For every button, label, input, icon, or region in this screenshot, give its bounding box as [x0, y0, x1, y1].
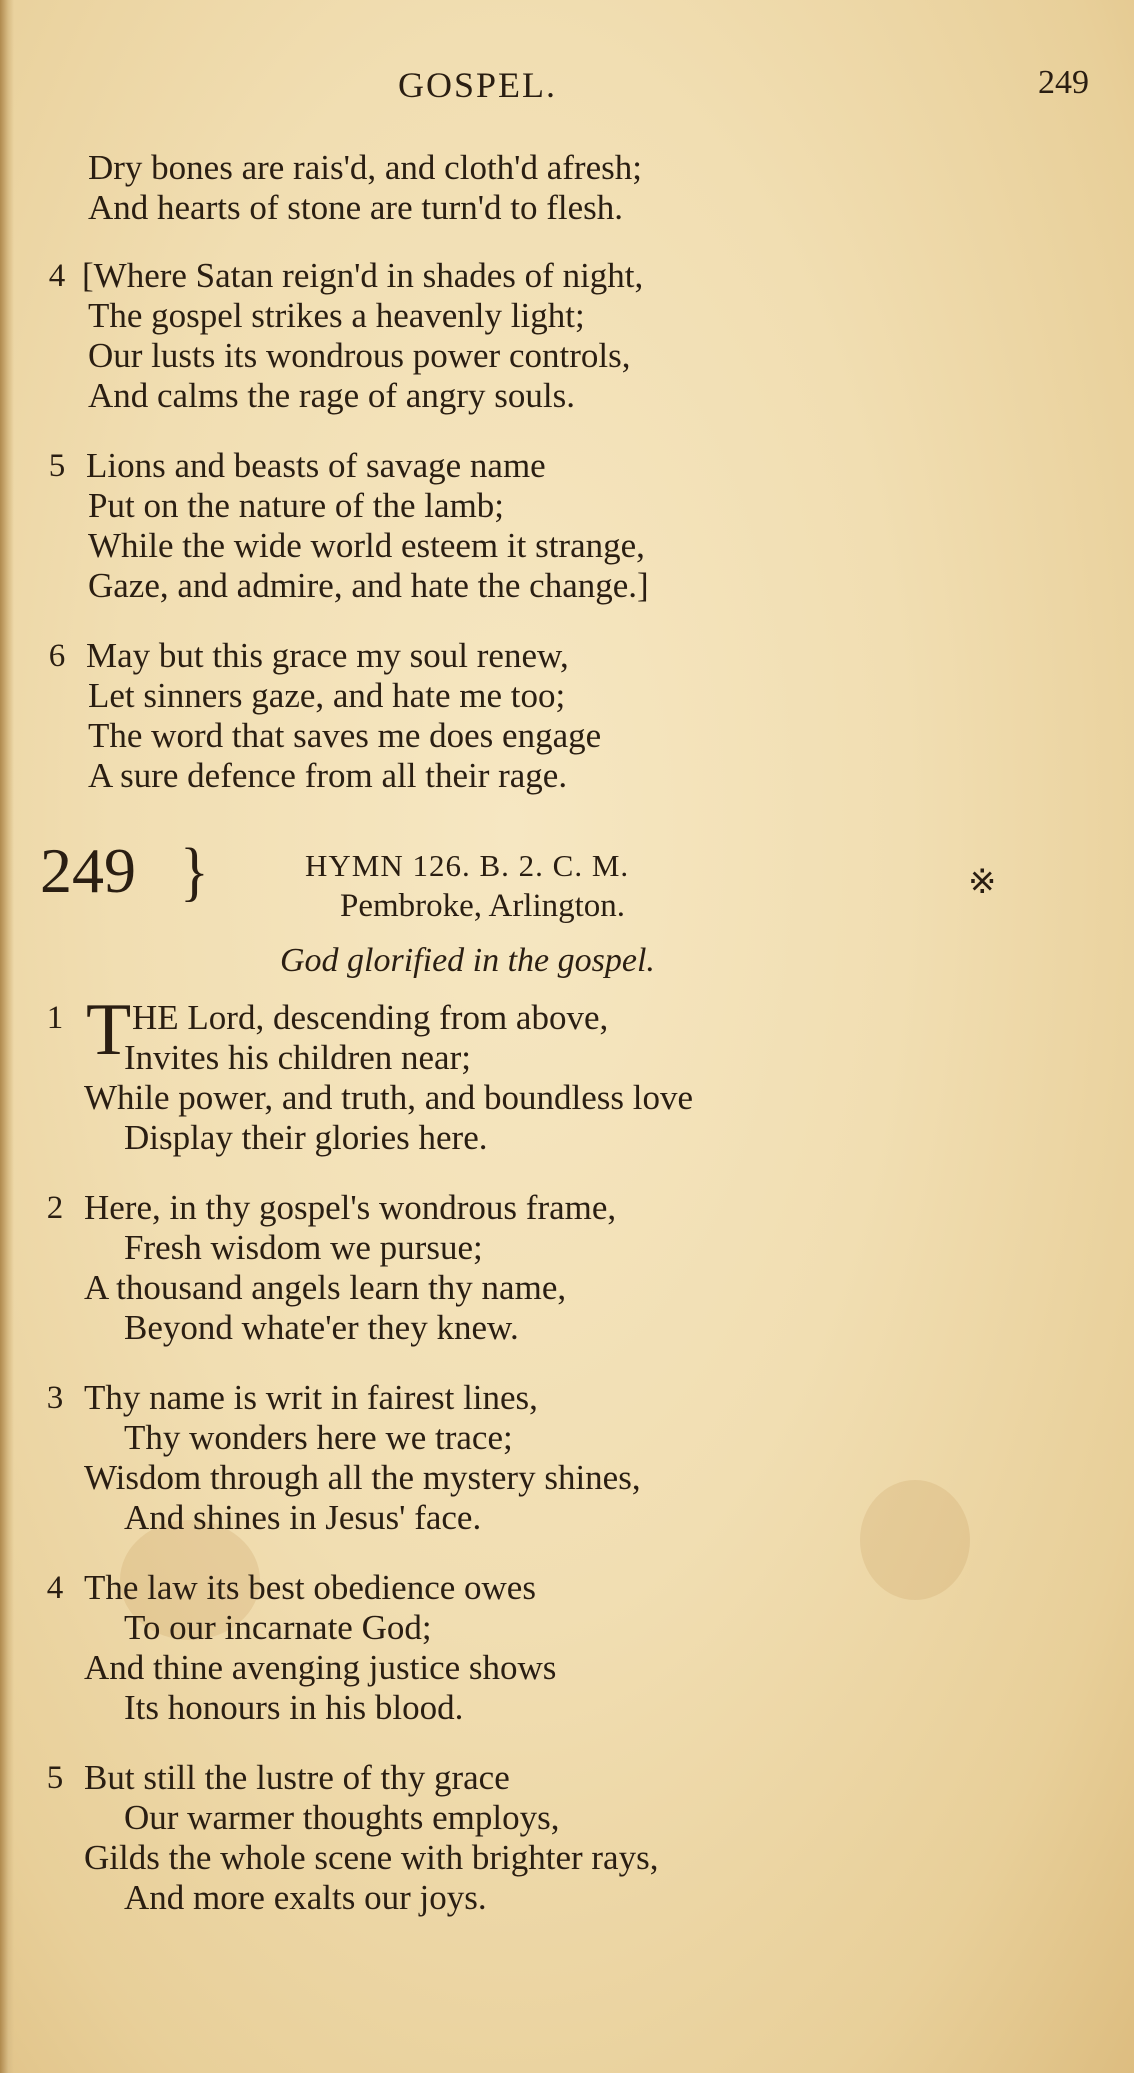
verse-line: Wisdom through all the mystery shines,	[84, 1458, 641, 1497]
ornament-icon: ※	[968, 864, 997, 901]
verse-line: Gilds the whole scene with brighter rays,	[84, 1838, 659, 1877]
stanza-number: 5	[46, 1760, 64, 1796]
verse-line: A thousand angels learn thy name,	[84, 1268, 567, 1307]
verse-line: To our incarnate God;	[124, 1608, 432, 1647]
verse-line: While the wide world esteem it strange,	[88, 526, 645, 565]
verse-line: The word that saves me does engage	[88, 716, 602, 755]
stanza-number: 6	[48, 638, 66, 674]
verse-line: Lions and beasts of savage name	[86, 446, 546, 485]
hymn-subject: God glorified in the gospel.	[280, 942, 655, 979]
verse-line: Our warmer thoughts employs,	[124, 1798, 560, 1837]
book-spine-edge	[0, 0, 14, 2073]
verse-line: Here, in thy gospel's wondrous frame,	[84, 1188, 617, 1227]
verse-line: But still the lustre of thy grace	[84, 1758, 510, 1797]
page-number: 249	[1038, 64, 1089, 101]
verse-line: And shines in Jesus' face.	[124, 1498, 482, 1537]
verse-line: May but this grace my soul renew,	[86, 636, 569, 675]
hymn-number: 249	[40, 835, 136, 906]
stanza-number: 5	[48, 448, 66, 484]
verse-line: Display their glories here.	[124, 1118, 488, 1157]
verse-line: The law its best obedience owes	[84, 1568, 536, 1607]
verse-line: And hearts of stone are turn'd to flesh.	[88, 188, 624, 227]
hymn-meta: HYMN 126. B. 2. C. M.	[305, 848, 630, 883]
verse-line: Its honours in his blood.	[124, 1688, 464, 1727]
verse-line: Put on the nature of the lamb;	[88, 486, 505, 525]
stanza-number: 4	[48, 258, 66, 294]
verse-line: And calms the rage of angry souls.	[88, 376, 575, 415]
verse-line: [Where Satan reign'd in shades of night,	[82, 256, 644, 295]
stanza-number: 3	[46, 1380, 64, 1416]
verse-line: Dry bones are rais'd, and cloth'd afresh;	[88, 148, 642, 187]
verse-line: And more exalts our joys.	[124, 1878, 487, 1917]
running-head-title: GOSPEL.	[398, 65, 558, 105]
verse-line: Gaze, and admire, and hate the change.]	[88, 566, 649, 605]
verse-line: Thy wonders here we trace;	[124, 1418, 513, 1457]
stanza-number: 2	[46, 1190, 64, 1226]
verse-line: Fresh wisdom we pursue;	[124, 1228, 483, 1267]
hymn-tunes: Pembroke, Arlington.	[340, 888, 626, 924]
hymn-brace: }	[180, 834, 209, 908]
stanza-number: 1	[46, 1000, 64, 1036]
verse-line: HE Lord, descending from above,	[132, 998, 609, 1037]
verse-line: A sure defence from all their rage.	[88, 756, 568, 795]
verse-line: Let sinners gaze, and hate me too;	[88, 676, 566, 715]
verse-line: Our lusts its wondrous power controls,	[88, 336, 631, 375]
verse-line: The gospel strikes a heavenly light;	[88, 296, 585, 335]
verse-line: Invites his children near;	[124, 1038, 471, 1077]
verse-line: Beyond whate'er they knew.	[124, 1308, 519, 1347]
verse-line: And thine avenging justice shows	[84, 1648, 557, 1687]
verse-line: While power, and truth, and boundless love	[84, 1078, 694, 1117]
stanza-number: 4	[46, 1570, 64, 1606]
paper-stain	[860, 1480, 970, 1600]
drop-cap: T	[86, 989, 132, 1071]
verse-line: Thy name is writ in fairest lines,	[84, 1378, 538, 1417]
